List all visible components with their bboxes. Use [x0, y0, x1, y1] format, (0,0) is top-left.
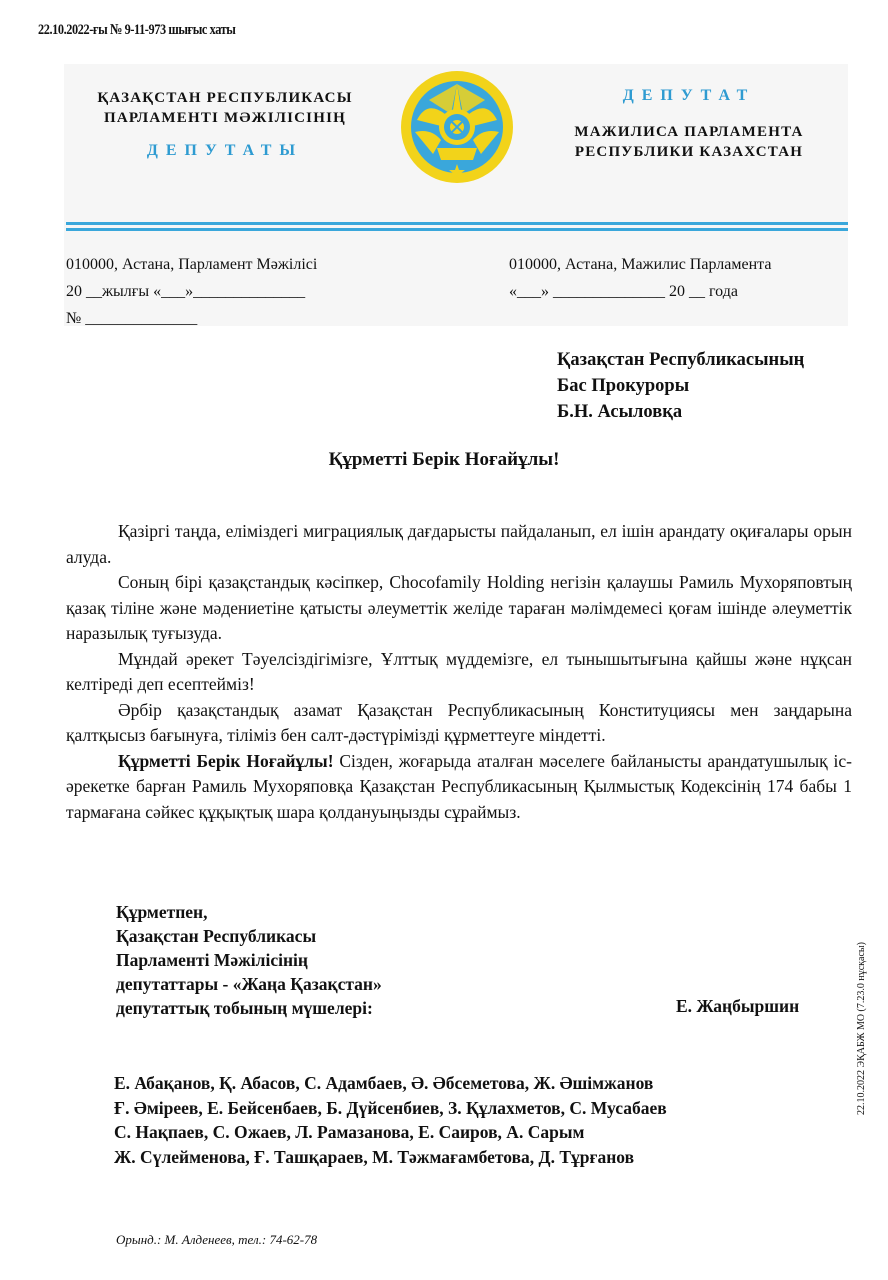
salutation: Құрметті Берік Ноғайұлы!	[328, 449, 560, 470]
body-paragraph: Мұндай әрекет Тәуелсіздігімізге, Ұлттық мүддемізге, ел тынышытығына қайшы және нұқсан келтіреді деп есептейміз!	[66, 648, 852, 694]
date-line: 20 __жылғы «___»______________	[66, 283, 306, 300]
signature-block	[116, 900, 382, 1020]
org-line: РЕСПУБЛИКИ КАЗАХСТАН	[574, 144, 804, 160]
signatory-name: Е. Жаңбыршин	[676, 996, 800, 1016]
address-block-kazakh	[66, 251, 317, 332]
letterhead-divider-bottom	[66, 228, 848, 231]
letterhead-org-kazakh	[70, 88, 380, 128]
date-line: «___» ______________ 20 __ года	[509, 283, 738, 300]
members-line: Ж. Сүлейменова, Ғ. Ташқараев, М. Тәжмағамбетова, Д. Тұрғанов	[114, 1146, 635, 1167]
members-line: Е. Абақанов, Қ. Абасов, С. Адамбаев, Ә. Әбсеметова, Ж. Әшімжанов	[114, 1073, 654, 1093]
signature-line: Парламенті Мәжілісінің	[116, 950, 309, 970]
request-salutation: Құрметті Берік Ноғайұлы!	[118, 750, 334, 771]
state-emblem-icon	[397, 70, 517, 188]
body-paragraph: Әрбір қазақстандық азамат Қазақстан Республикасының Конституциясы мен заңдарына қалтқысыз бағынуға, тіліміз бен салт-дәстүрімізді құрметтеуге міндетті.	[66, 699, 852, 745]
members-line: Ғ. Әміреев, Е. Бейсенбаев, Б. Дүйсенбиев, З. Құлахметов, С. Мусабаев	[114, 1097, 667, 1118]
letter-body	[66, 519, 852, 825]
members-line: С. Нақпаев, С. Ожаев, Л. Рамазанова, Е. Саиров, А. Сарым	[114, 1122, 585, 1142]
deputy-title-russian: ДЕПУТАТ	[622, 87, 756, 104]
number-line: № ______________	[66, 310, 198, 327]
recipient-line: Б.Н. Асыловқа	[557, 402, 683, 422]
org-line: ҚАЗАҚСТАН РЕСПУБЛИКАСЫ	[97, 90, 353, 106]
address-line: 010000, Астана, Мажилис Парламента	[509, 256, 772, 273]
request-text: Сізден, жоғарыда аталған мәселеге байланысты арандатушылық іс-әрекетке барған Рамиль Мухоряповқа Қазақстан Республикасының Қылмыстық Кодексінің 174 бабы 1 тармағана сәйкес құқықтық шара қолдануыңызды сұраймыз.	[66, 750, 852, 822]
org-line: ПАРЛАМЕНТІ МӘЖІЛІСІНІҢ	[103, 110, 346, 126]
side-registration-stamp: 22.10.2022 ЭҚАБЖ МО (7.23.0 нұсқасы)	[856, 942, 867, 1115]
signature-line: Құрметпен,	[116, 902, 208, 922]
recipient-line: Бас Прокуроры	[557, 376, 690, 396]
org-line: МАЖИЛИСА ПАРЛАМЕНТА	[574, 124, 804, 140]
recipient-block	[557, 347, 804, 425]
members-list	[114, 1071, 667, 1169]
signature-line: Қазақстан Республикасы	[116, 926, 317, 946]
executor-footer: Орынд.: М. Алденеев, тел.: 74-62-78	[116, 1232, 318, 1247]
signature-line: депутаттары - «Жаңа Қазақстан»	[116, 974, 382, 994]
recipient-line: Қазақстан Республикасының	[557, 350, 805, 370]
body-paragraph: Соның бірі қазақстандық кәсіпкер, Chocofamily Holding негізін қалаушы Рамиль Мухоряповтың қазақ тіліне және мәдениетіне қатысты әлеуметтік желіде тараған мәлімдемесі қоғам ішінде әлеуметтік наразылық туғызуда.	[66, 572, 852, 643]
address-line: 010000, Астана, Парламент Мәжілісі	[66, 256, 318, 273]
letterhead-divider-top	[66, 222, 848, 225]
letterhead-org-russian	[546, 122, 832, 162]
body-paragraph-request	[66, 749, 852, 826]
address-block-russian	[509, 251, 771, 305]
signature-line: депутаттық тобының мүшелері:	[116, 998, 373, 1018]
body-paragraph: Қазіргі таңда, еліміздегі миграциялық дағдарысты пайдаланып, ел ішін арандату оқиғалары орын алуда.	[66, 521, 852, 567]
deputy-title-kazakh: ДЕПУТАТЫ	[146, 142, 304, 159]
outgoing-letter-note: 22.10.2022-ғы № 9-11-973 шығыс хаты	[38, 22, 236, 38]
